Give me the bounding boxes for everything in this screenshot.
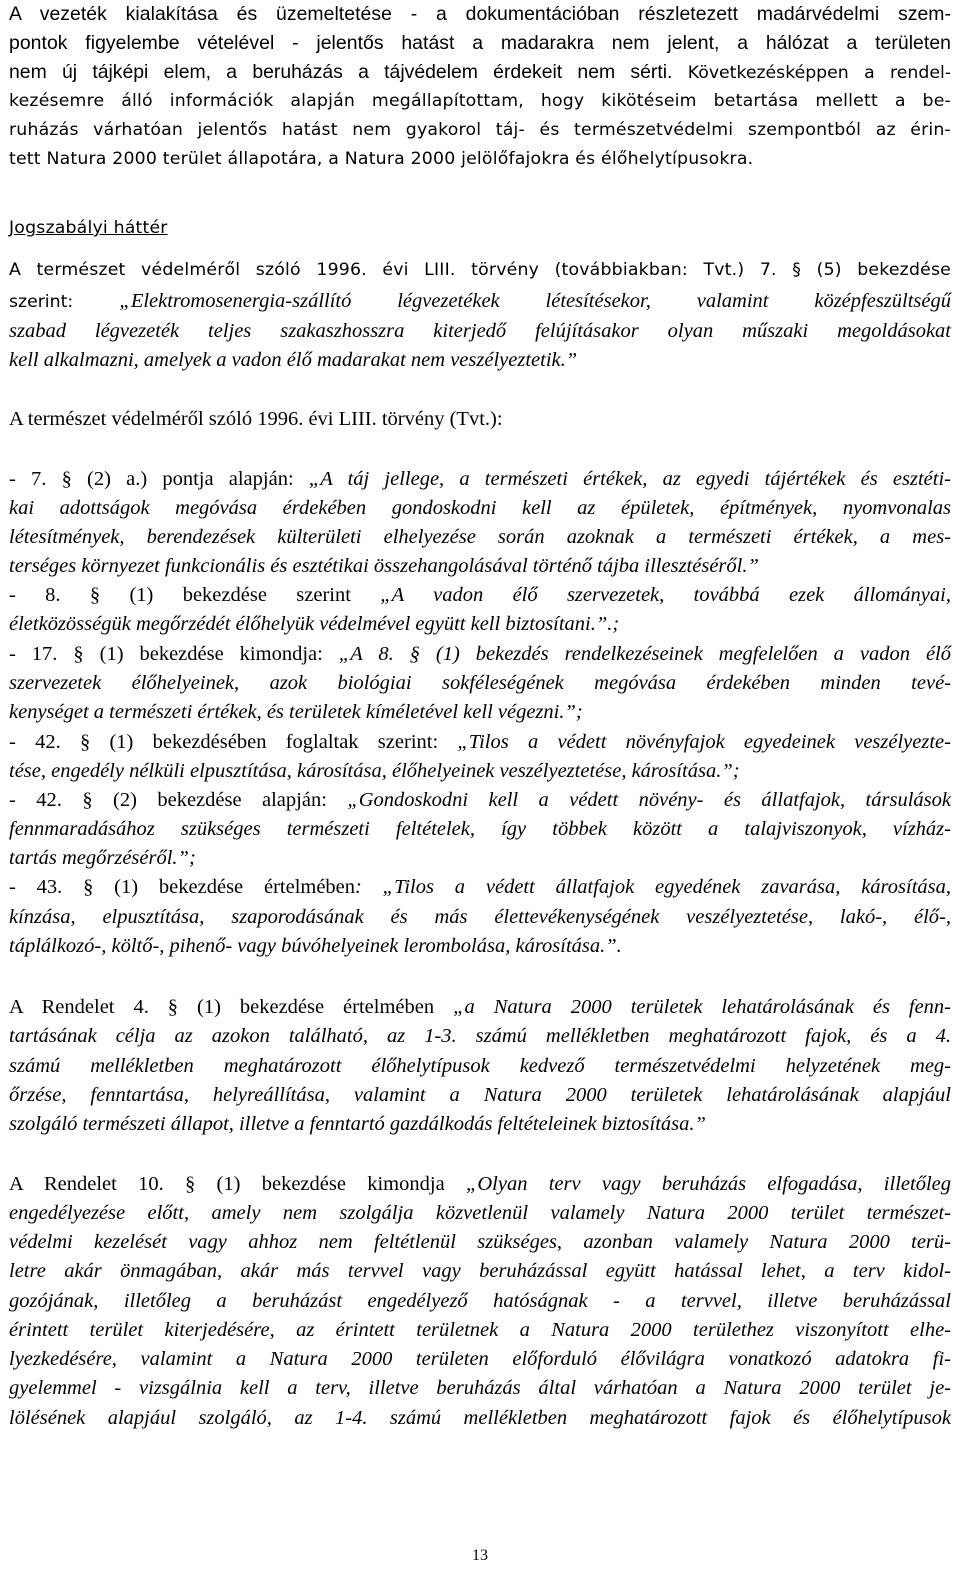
paragraph-3-line: A természet védelméről szóló 1996. évi LIII. törvény (Tvt.):: [9, 408, 503, 430]
list-line: [9, 466, 951, 492]
paragraph-2-quote: szabad légvezeték teljes szakaszhosszra kiterjedő felújításakor olyan műszaki megoldásokat: [9, 320, 951, 342]
paragraph-2-segment: szerint:: [9, 292, 120, 312]
list-quote: életközösségük megőrzédét élőhelyük védelmével együtt kell biztosítani.”.;: [9, 613, 620, 635]
list-quote: „Tilos a védett növényfajok egyedeinek veszélyezte-: [457, 731, 951, 753]
paragraph-1-line: pontok figyelembe vételével - jelentős hatást a madarakra nem jelent, a hálózat a területen: [9, 32, 951, 54]
paragraph-2-line: A természet védelméről szóló 1996. évi LIII. törvény (továbbiakban: Tvt.) 7. § (5) bekezdése: [9, 260, 951, 280]
list-prefix: - 17. § (1) bekezdése kimondja:: [9, 643, 339, 665]
paragraph-2-quote: kell alkalmazni, amelyek a vadon élő madarakat nem veszélyeztetik.”: [9, 349, 578, 371]
list-line: [9, 524, 951, 550]
list-quote: : „Tilos a védett állatfajok egyedének zavarása, károsítása,: [355, 876, 951, 898]
page-number: 13: [472, 1547, 488, 1564]
list-quote: létesítmények, berendezések külterületi elhelyezése során azoknak a természeti értékek, a mes-: [9, 526, 951, 548]
paragraph-5-quote: „a Natura 2000 területek lehatárolásának és fenn-: [453, 996, 952, 1018]
paragraph-5-quote: számú mellékletben meghatározott élőhelytípusok kedvező természetvédelmi helyzetének meg-: [9, 1055, 951, 1077]
list-quote: terséges környezet funkcionális és esztétikai összehangolásával történő tájba illesztéséről.”: [9, 555, 759, 577]
paragraph-6-quote: gozójának, illetőleg a beruházást engedélyező hatóságnak - a tervvel, illetve beruházással: [9, 1290, 951, 1312]
paragraph-1-line: tett Natura 2000 terület állapotára, a Natura 2000 jelölőfajokra és élőhelytípusokra.: [9, 149, 754, 169]
paragraph-6-line: [9, 1375, 951, 1401]
paragraph-6-line: [9, 1405, 951, 1431]
paragraph-6-line: [9, 1288, 951, 1314]
paragraph-2-quote: „Elektromosenergia-szállító légvezetékek létesítésekor, valamint középfeszültségű: [119, 290, 951, 312]
list-line: [9, 845, 951, 871]
paragraph-6-quote: „Olyan terv vagy beruházás elfogadása, illetőleg: [465, 1173, 951, 1195]
paragraph-1-segment: nem új tájképi elem, a beruházás a tájvédelem érdekeit nem sérti.: [9, 61, 673, 83]
paragraph-5-quote: őrzése, fenntartása, helyreállítása, valamint a Natura 2000 területek lehatárolásának alapjául: [9, 1084, 951, 1106]
paragraph-6-quote: lyezkedésére, valamint a Natura 2000 területen előforduló élővilágra vonatkozó adatokra fi-: [9, 1348, 951, 1370]
list-line: [9, 582, 951, 608]
paragraph-6-line: [9, 1229, 951, 1255]
paragraph-5-quote: tartásának célja az azokon található, az 1-3. számú mellékletben meghatározott fajok, és a 4.: [9, 1025, 951, 1047]
paragraph-6-quote: lölésének alapjául szolgáló, az 1-4. számú mellékletben meghatározott fajok és élőhelytípusok: [9, 1407, 951, 1429]
paragraph-1-line: ruházás várhatóan jelentős hatást nem gyakorol táj- és természetvédelmi szempontból az érin-: [9, 120, 951, 140]
list-prefix: - 42. § (1) bekezdésében foglaltak szerint:: [9, 731, 458, 753]
paragraph-6-quote: engedélyezése előtt, amely nem szolgálja közvetlenül valamely Natura 2000 terület természet-: [9, 1202, 951, 1224]
list-quote: „Gondoskodni kell a védett növény- és állatfajok, társulások: [347, 789, 951, 811]
paragraph-5-line: [9, 1023, 951, 1049]
paragraph-5-line: [9, 1082, 951, 1108]
paragraph-6-quote: védelmi kezelését vagy ahhoz nem feltétlenül szükséges, azonban valamely Natura 2000 terü-: [9, 1231, 951, 1253]
list-line: [9, 641, 951, 667]
paragraph-1-line: A vezeték kialakítása és üzemeltetése - a dokumentációban részletezett madárvédelmi szem-: [9, 3, 951, 25]
list-line: [9, 699, 951, 725]
list-line: [9, 553, 951, 579]
paragraph-6-prefix: A Rendelet 10. § (1) bekezdése kimondja: [9, 1173, 466, 1195]
list-quote: szervezetek élőhelyeinek, azok biológiai sokféleségének megóvása érdekében minden tevé-: [9, 672, 951, 694]
paragraph-6-line: [9, 1317, 951, 1343]
list-quote: tartás megőrzéséről.”;: [9, 847, 196, 869]
list-quote: kai adottságok megóvása érdekében gondoskodni kell az épületek, építmények, nyomvonalas: [9, 497, 951, 519]
paragraph-6-quote: érintett terület kiterjedésére, az érintett területnek a Natura 2000 területhez viszonyított elhe-: [9, 1319, 951, 1341]
paragraph-6-line: [9, 1171, 951, 1197]
list-quote: tése, engedély nélküli elpusztítása, károsítása, élőhelyeinek veszélyeztetése, károsítása.”;: [9, 760, 740, 782]
list-quote: „A vadon élő szervezetek, továbbá ezek állományai,: [380, 584, 951, 606]
paragraph-2-line: [9, 347, 951, 373]
list-quote: táplálkozó-, költő-, pihenő- vagy búvóhelyeinek lerombolása, károsítása.”.: [9, 935, 622, 957]
paragraph-6-quote: gyelemmel - vizsgálnia kell a terv, illetve beruházás által várhatóan a Natura 2000 terület je-: [9, 1377, 951, 1399]
paragraph-5-prefix: A Rendelet 4. § (1) bekezdése értelmében: [9, 996, 454, 1018]
paragraph-5-line: [9, 994, 951, 1020]
list-line: [9, 758, 951, 784]
list-line: [9, 816, 951, 842]
heading-text: Jogszabályi háttér: [9, 218, 168, 238]
list-line: [9, 904, 951, 930]
paragraph-5-line: [9, 1111, 951, 1137]
paragraph-6-line: [9, 1346, 951, 1372]
list-prefix: - 7. § (2) a.) pontja alapján:: [9, 468, 309, 490]
list-prefix: - 8. § (1) bekezdése szerint: [9, 584, 381, 606]
paragraph-6-line: [9, 1258, 951, 1284]
paragraph-1-segment: Következésképpen a rendel-: [672, 63, 951, 83]
paragraph-6-line: [9, 1200, 951, 1226]
list-prefix: - 42. § (2) bekezdése alapján:: [9, 789, 348, 811]
paragraph-1-line: kezésemre álló információk alapján megállapítottam, hogy kikötéseim betartása mellett a be-: [9, 91, 951, 111]
section-heading: [9, 215, 951, 241]
list-quote: kenységet a természeti értékek, és területek kíméletével kell végezni.”;: [9, 701, 583, 723]
list-line: [9, 670, 951, 696]
list-line: [9, 874, 951, 900]
paragraph-2-line: [9, 318, 951, 344]
list-line: [9, 495, 951, 521]
list-prefix: - 43. § (1) bekezdése értelmében: [9, 876, 356, 898]
list-line: [9, 933, 951, 959]
list-quote: kínzása, elpusztítása, szaporodásának és más élettevékenységének veszélyeztetése, lakó-, élő-,: [9, 906, 951, 928]
list-quote: fennmaradásához szükséges természeti feltételek, így többek között a talajviszonyok, vízház-: [9, 818, 951, 840]
paragraph-2-line: [9, 288, 951, 315]
list-line: [9, 729, 951, 755]
paragraph-1-line: [9, 59, 951, 86]
paragraph-5-line: [9, 1053, 951, 1079]
list-quote: „A 8. § (1) bekezdés rendelkezéseinek megfelelően a vadon élő: [338, 643, 952, 665]
list-quote: „A táj jellege, a természeti értékek, az egyedi tájértékek és esztéti-: [308, 468, 951, 490]
paragraph-5-quote: szolgáló természeti állapot, illetve a fenntartó gazdálkodás feltételeinek biztosítása.”: [9, 1113, 706, 1135]
paragraph-6-quote: letre akár önmagában, akár más tervvel vagy beruházással együtt hatással lehet, a terv kidol-: [9, 1260, 951, 1282]
list-line: [9, 787, 951, 813]
list-line: [9, 611, 951, 637]
